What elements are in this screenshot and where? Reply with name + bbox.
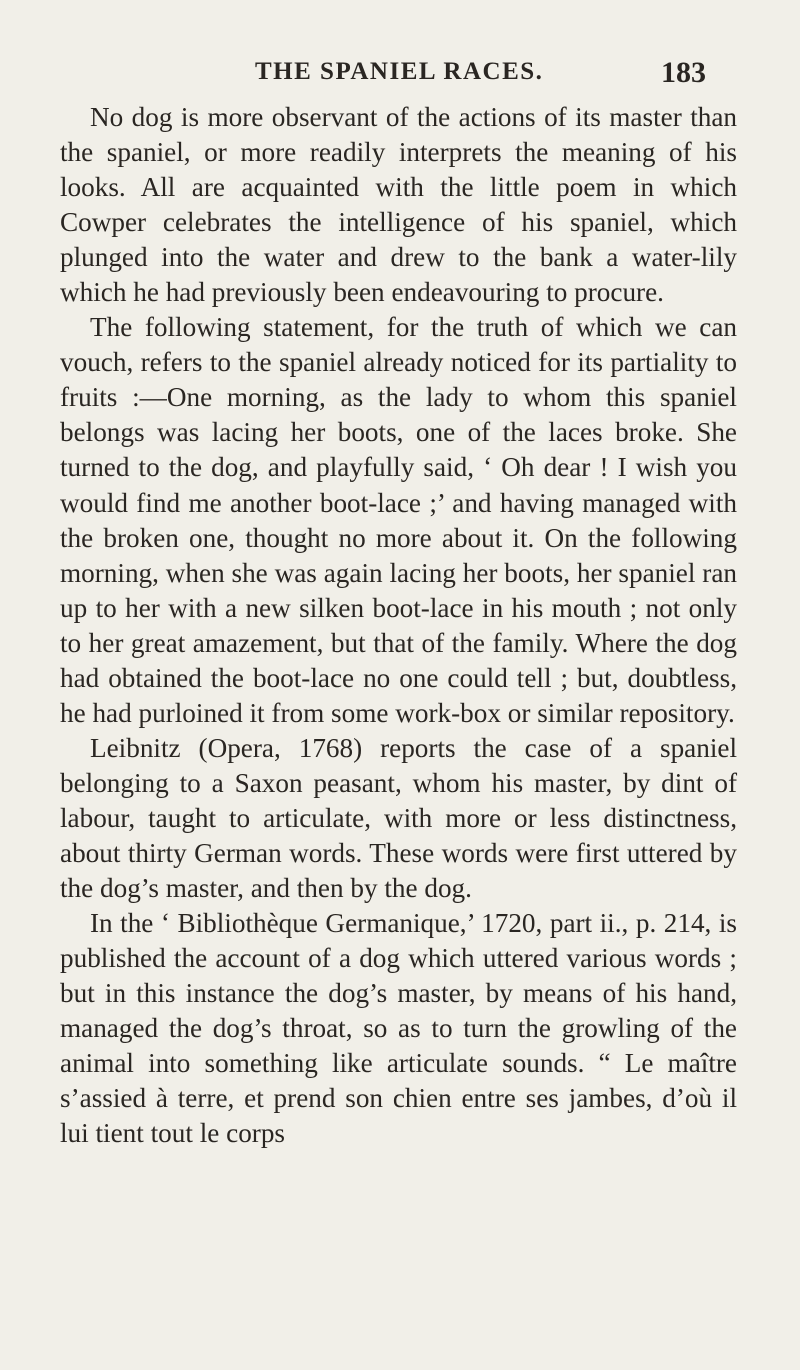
running-head: THE SPANIEL RACES. (255, 58, 544, 85)
paragraph-boot-lace-story: The following statement, for the truth of which we can vouch, refers to the spaniel already noticed for its partiality to fruits :—One morning, as the lady to whom this spaniel belongs was lacing her boots, one of the laces broke. She turned to the dog, and playfully said, ‘ Oh dear ! I wish you would find me another boot-lace ;’ and having managed with the broken one, thought no more about it. On the following morning, when she was again lacing her boots, her spaniel ran up to her with a new silken boot-lace in his mouth ; not only to her great amazement, but that of the family. Where the dog had obtained the boot-lace no one could tell ; but, doubtless, he had purloined it from some work-box or similar repository. (60, 312, 737, 728)
body-text (60, 100, 737, 1151)
paragraph-spaniel-observant: No dog is more observant of the actions of its master than the spaniel, or more readily interprets the meaning of his looks. All are acquainted with the little poem in which Cowper celebrates the intelligence of his spaniel, which plunged into the water and drew to the bank a water-lily which he had previously been endeavouring to procure. (60, 102, 737, 308)
paragraph-bibliotheque-germanique: In the ‘ Bibliothèque Germanique,’ 1720, part ii., p. 214, is published the account of a dog which uttered various words ; but in this instance the dog’s master, by means of his hand, managed the dog’s throat, so as to turn the growling of the animal into something like articulate sounds. “ Le maître s’assied à terre, et prend son chien entre ses jambes, d’où il lui tient tout le corps (60, 908, 737, 1149)
page-number: 183 (661, 56, 706, 89)
paragraph-leibnitz-report: Leibnitz (Opera, 1768) reports the case of a spaniel belonging to a Saxon peasant, whom his master, by dint of labour, taught to articulate, with more or less distinctness, about thirty German words. These words were first uttered by the dog’s master, and then by the dog. (60, 732, 737, 904)
page-header (0, 58, 800, 98)
